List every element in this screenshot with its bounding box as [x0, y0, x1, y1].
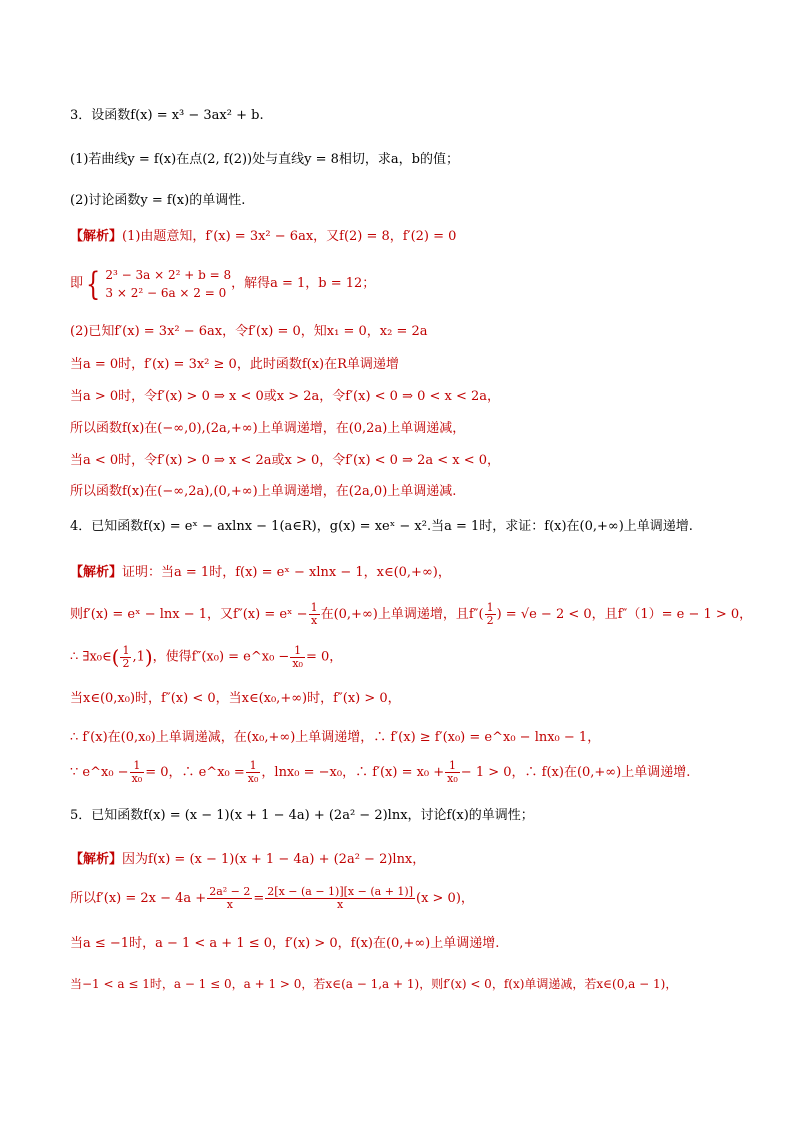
q3-part2: (2)讨论函数y = f(x)的单调性. [70, 193, 246, 208]
s5-line1: 【解析】因为f(x) = (x − 1)(x + 1 − 4a) + (2a² − 2)lnx， [70, 852, 426, 867]
q3-part1: (1)若曲线y = f(x)在点(2, f(2))处与直线y = 8相切，求a，b的值； [70, 152, 459, 167]
fraction: $\frac{\text{2a² − 2}}{x}$ [209, 885, 251, 911]
q4-stem: 4．已知函数f(x) = eˣ − axlnx − 1(a∈R)，g(x) = xeˣ − x².当a = 1时，求证：f(x)在(0,+∞)上单调递增. [70, 519, 693, 534]
fraction: $\frac{1}{2}$ [486, 601, 494, 627]
s3-line5: 当a > 0时，令f′(x) > 0 ⇒ x < 0或x > 2a，令f′(x) < 0 ⇒ 0 < x < 2a， [70, 389, 501, 404]
s4-line4: 当x∈(0,x₀)时，f″(x) < 0，当x∈(x₀,+∞)时，f″(x) > 0， [70, 691, 401, 706]
s3-line7: 当a < 0时，令f′(x) > 0 ⇒ x < 2a或x > 0，令f′(x) < 0 ⇒ 2a < x < 0， [70, 453, 501, 468]
s4-line1: 【解析】证明：当a = 1时，f(x) = eˣ − xlnx − 1，x∈(0,+∞)， [70, 565, 451, 580]
fraction: $\frac{2[x - (a - 1)][x - (a + 1)]}{x}$ [267, 885, 413, 911]
fraction: $\frac{1}{x}$ [310, 601, 318, 627]
fraction: $\frac{1}{\text{x₀}}$ [292, 643, 303, 670]
s4-line2: 则f′(x) = eˣ − lnx − 1，又f″(x) = eˣ − $\frac{1}{x}$ 在(0,+∞)上单调递增，且f″( $\frac{1}{2}$ ) = √e − 2 < 0，且f″（1）= e − 1 > 0， [70, 601, 753, 627]
s3-line4: 当a = 0时，f′(x) = 3x² ≥ 0，此时函数f(x)在R单调递增 [70, 357, 399, 372]
s4-line6: ∵ e^x₀ − $\frac{1}{\text{x₀}}$ = 0，∴ e^x₀ = $\frac{1}{\text{x₀}}$ ，lnx₀ = −x₀，∴ f′(x) = x₀ + $\frac{1}{\text{x₀}}$ − 1 > 0，∴ f(x)在(0,+∞)上单调递增. [70, 759, 691, 785]
solution-tag: 【解析】 [70, 229, 123, 244]
q5-stem: 5．已知函数f(x) = (x − 1)(x + 1 − 4a) + (2a² − 2)lnx，讨论f(x)的单调性； [70, 808, 534, 823]
fraction: $\frac{1}{\text{x₀}}$ [447, 759, 458, 785]
q3-stem: 3．设函数f(x) = x³ − 3ax² + b. [70, 108, 264, 123]
s5-line2: 所以f′(x) = 2x − 4a + $\frac{\text{2a² − 2}}{x}$ = $\frac{2[x - (a - 1)][x - (a + 1)]}{x}$ (x > 0)， [70, 885, 474, 911]
fraction: $\frac{1}{\text{x₀}}$ [131, 759, 143, 785]
s4-line3: ∴ ∃x₀∈( $\frac{1}{2}$ ,1)，使得f″(x₀) = e^x₀ − $\frac{1}{\text{x₀}}$ = 0， [70, 643, 343, 670]
s4-line5: ∴ f′(x)在(0,x₀)上单调递减，在(x₀,+∞)上单调递增，∴ f′(x) ≥ f′(x₀) = e^x₀ − lnx₀ − 1， [70, 730, 601, 745]
s3-line8: 所以函数f(x)在(−∞,2a),(0,+∞)上单调递增，在(2a,0)上单调递减. [70, 484, 457, 499]
left-brace-icon: { [86, 264, 101, 303]
fraction: $\frac{1}{\text{x₀}}$ [247, 759, 259, 785]
s3-line2-system: 即{ 2³ − 3a × 2² + b = 8 3 × 2² − 6a × 2 = 0 ，解得a = 1，b = 12； [70, 264, 376, 303]
fraction: $\frac{1}{2}$ [122, 643, 130, 670]
s3-line1: 【解析】(1)由题意知，f′(x) = 3x² − 6ax，又f(2) = 8，f′(2) = 0 [70, 229, 457, 244]
s5-line3: 当a ≤ −1时，a − 1 < a + 1 ≤ 0，f′(x) > 0，f(x)在(0,+∞)上单调递增. [70, 936, 500, 951]
s5-line4: 当−1 < a ≤ 1时，a − 1 ≤ 0，a + 1 > 0，若x∈(a − 1,a + 1)，则f′(x) < 0，f(x)单调递减，若x∈(0,a − 1)， [70, 977, 678, 991]
solution-tag: 【解析】 [70, 565, 123, 580]
equation-system: 2³ − 3a × 2² + b = 8 3 × 2² − 6a × 2 = 0 [105, 267, 232, 300]
s3-line6: 所以函数f(x)在(−∞,0),(2a,+∞)上单调递增，在(0,2a)上单调递减， [70, 421, 466, 436]
solution-tag: 【解析】 [70, 852, 123, 867]
s3-line3: (2)已知f′(x) = 3x² − 6ax，令f′(x) = 0，知x₁ = 0，x₂ = 2a [70, 324, 428, 339]
